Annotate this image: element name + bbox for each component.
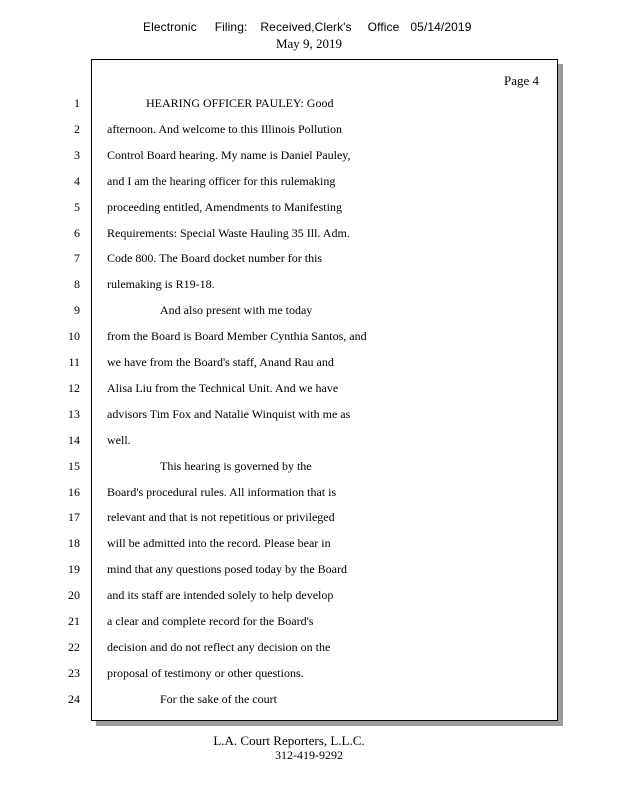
line-text: will be admitted into the record. Please bear in <box>107 536 331 551</box>
filing-word-1: Electronic <box>143 20 197 34</box>
line-text: HEARING OFFICER PAULEY: Good <box>146 96 334 110</box>
line-text: a clear and complete record for the Board's <box>107 614 314 628</box>
page-number: Page 4 <box>503 73 539 88</box>
line-number: 22 <box>68 639 80 654</box>
line-number: 4 <box>74 173 80 188</box>
line-number: 20 <box>68 588 80 603</box>
line-number: 24 <box>68 691 80 706</box>
line-text: decision and do not reflect any decision on the <box>107 639 331 654</box>
line-text: Code 800. The Board docket number for this <box>107 251 323 266</box>
line-text: and its staff are intended solely to help develop <box>107 588 334 603</box>
filing-word-2: Filing: <box>214 20 248 34</box>
line-text: advisors Tim Fox and Natalie Winquist with me as <box>107 406 351 421</box>
line-number: 11 <box>68 355 80 369</box>
line-number: 15 <box>68 458 80 473</box>
reporter-phone: 312-419-9292 <box>275 748 343 762</box>
reporter-company: L.A. Court Reporters, L.L.C. <box>213 733 365 748</box>
line-text: rulemaking is R19-18. <box>107 277 215 292</box>
line-number: 23 <box>68 665 80 680</box>
line-text: Board's procedural rules. All information that is <box>107 484 337 499</box>
line-number: 9 <box>74 303 80 318</box>
line-text: relevant and that is not repetitious or privileged <box>107 510 335 525</box>
line-number: 13 <box>68 406 80 421</box>
line-text: we have from the Board's staff, Anand Rau and <box>107 355 334 369</box>
line-number: 7 <box>74 251 80 266</box>
line-number: 18 <box>68 536 80 551</box>
line-text: well. <box>107 432 131 447</box>
line-text: proposal of testimony or other questions. <box>107 665 304 680</box>
filing-date: 05/14/2019 <box>410 20 472 34</box>
line-text: and I am the hearing officer for this rulemaking <box>107 173 336 188</box>
line-number: 14 <box>68 432 80 447</box>
line-number: 1 <box>74 96 80 110</box>
transcript-date: May 9, 2019 <box>275 36 343 51</box>
line-number: 21 <box>68 614 80 628</box>
line-number: 16 <box>68 484 80 499</box>
line-text: This hearing is governed by the <box>160 458 312 473</box>
line-number: 12 <box>68 380 80 395</box>
line-text: Control Board hearing. My name is Daniel Pauley, <box>107 147 351 162</box>
line-number: 5 <box>74 199 80 214</box>
line-number: 19 <box>68 562 80 577</box>
line-number: 10 <box>68 329 80 344</box>
line-text: mind that any questions posed today by the Board <box>107 562 347 577</box>
line-text: from the Board is Board Member Cynthia Santos, and <box>107 329 367 344</box>
line-number: 6 <box>74 225 80 240</box>
line-text: Alisa Liu from the Technical Unit. And we have <box>107 380 339 395</box>
filing-stamp <box>143 20 471 34</box>
line-text: proceeding entitled, Amendments to Manifesting <box>107 199 342 214</box>
line-text: For the sake of the court <box>160 691 277 706</box>
line-text: And also present with me today <box>160 303 313 318</box>
line-text: afternoon. And welcome to this Illinois Pollution <box>107 121 342 136</box>
line-number: 17 <box>68 510 80 525</box>
line-number: 3 <box>74 147 80 162</box>
line-number: 2 <box>74 121 80 136</box>
filing-word-3: Received,Clerk's <box>260 20 352 34</box>
line-number: 8 <box>74 277 80 292</box>
line-text: Requirements: Special Waste Hauling 35 Ill. Adm. <box>107 225 350 240</box>
filing-word-4: Office <box>367 20 400 34</box>
